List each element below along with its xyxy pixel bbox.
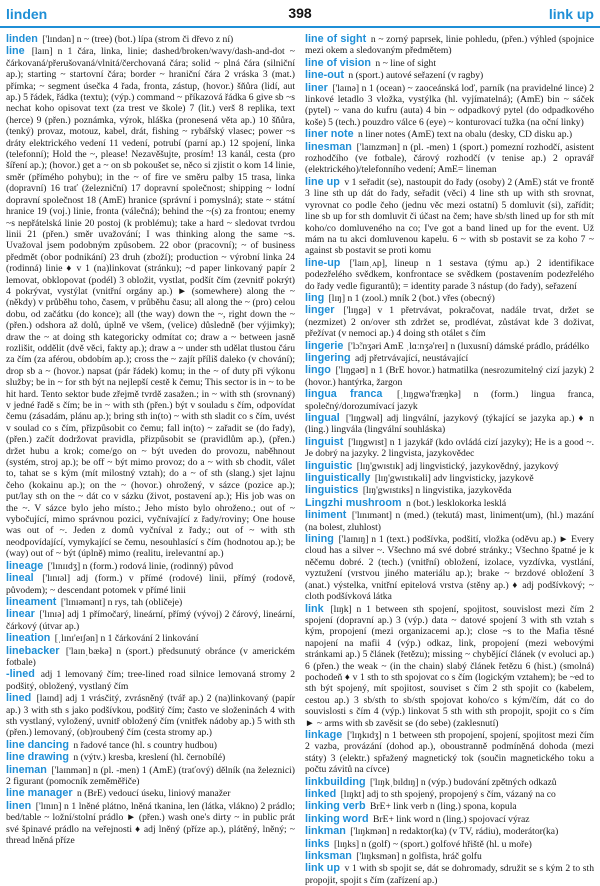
entry-definition: [laɪn] n 1 čára, linka, linie; dashed/broken/wavy/dash-and-dot ~ čárkovaná/přerušovaná/vlnitá/čerchovaná čára; solid ~ plná čára (silniční ap.); starting ~ startovní čára; border ~ hraniční čára 2 vráska 3 (mat.) přímka; ~ segment úsečka 4 řada, fronta, zástup, (hovor.) šňůra (lidí, aut ap.) 5 řádek, řádka (textu); (výp.) command ~ příkazová řádka 6 give sb ~s nechat koho opisovat text (za trest ve škole) 7 (lit.) verš 8 replika, text (herce) 9 (přen.) poznámka, výrok, hláška (pronesená věta ap.) 10 šňůra, (tenký) provaz, motouz, kabel, drát, fishing ~ rybářský vlasec; power ~s dráty elektrického vedení 11 vedení, potrubí (parní ap.) 12 spojení, linka (telefonní); Hold the ~, please! Nezavěšujte, prosím! 13 kanál, cesta (pro šíření ap.); (hovor.) get a ~ on sb pokoušet se, něco si zjistit o kom 14 linie, směr (přímého pohybu); in the ~ of fire ve směru palby 15 trasa, linka (dopravní) 16 trať (železniční) 17 dopravní společnost; shipping ~ lodní dopravní společnost 18 (AmE) hranice (správní i pomyslná); state ~ státní hranice 19 (voj.) linie, fronta (válečná); behind the ~(s) za frontou; enemy ~s nepřátelská linie 20 postoj (k problému); take a hard ~ sledovat tvrdou linii 21 (přen.) směr uvažování; I was thinking along the same ~s. Uvažoval jsem podobným způsobem. 22 obor (pracovní); ~ of business předmět (obor podnikání) 23 druh (zboží); production ~ výrobní linka 24 (rodinná) linie ♦ v 1 (na)linkovat (stránku); ~d paper linkovaný papír 2 lemovat, obklopovat (podél) 3 obložit, vystlat, podšít čím (zevnitř pokrýt) 4 pokrývat, vystýlat (vnitřní orgány ap.) ► (somewhere) along the ~ (někdy) v průběhu toho, časem, v průběhu času; all along the ~ (pro) celou dobu, od začátku (do konce); all (the way) down the ~, right down the ~ (přen.) odshora až dolů, úplně ve všem, (velice) důsledně (ber výjimky); draw the ~ at doing sth kategoricky odmítat co; draw a ~ between jasně rozlišit, oddělit (dvě věci, fakty ap.); draw a ~ under sth udělat tlustou čáru za čím (za aférou, obdobím ap.); cross the ~ zajít příliš daleko (v chování); drop sb a ~ (hovor.) napsat (pár řádek) komu; in the ~ of duty při výkonu služby; be in ~ for sth být na nejlepší cestě k čemu; This sector is in ~ to be hit hard. Tento sektor bude zřejmě tvrdě zasažen.; in ~ with sth (srovnaný) v jedné řadě s čím; be in ~ with sth (přen.) být v souladu s čím, odpovídat čemu (zásadám, plánu ap.); bring sth in(to) ~ with sth sladit co s čím, uvést v soulad co s čím, přizpůsobit co čemu; fall in(to) ~ zařadit se (do řady), (přen.) začít dodržovat pravidla, přizpůsobit se (pravidlům ap.), (přen.) držet hubu a krok; come/go on ~ být uveden do provozu, naběhnout (systém, stroj ap.); be off ~ být mimo provoz; do a ~ with sb chodit, válet to, tahat se s kým (mít milostný vztah); do a ~ of sth (slang.) sjet lajnu čeho (kokainu ap.); on the ~ (hovor.) ohrožený, v sázce (pozice ap.); put/lay sth on the ~ dát co v sázku (život, postavení ap.); His job was on the ~. V sázce bylo jeho místo.; Jeho místo bylo ohroženo.; out of ~ vybočující, mimo správnou pozici, vyčnívající z řady/roviny; One house was out of ~. Jeden z domů vyčníval z řady.; out of ~ with sth neodpovídající, vymykající se čemu, nesouhlasící s čím (hodnotou ap.); be (way) out of ~ být (úplně) mimo (realitu, irelevantní ap.) bbox=[6, 46, 295, 560]
entry-headword: linkman bbox=[305, 825, 346, 838]
entry-definition: [laɪnd] adj 1 vrásčitý, zvrásněný (tvář ap.) 2 (na)linkovaný (papír ap.) 3 with sth s jako podšívkou, podšitý čím; často ve složeninách 4 with sth vystlaný, vyložený, uvnitř obložený čím (vnitřek nádoby ap.) 5 with sth (přen.) lemovaný, (ob)roubený čím (cesta stromy ap.) bbox=[6, 693, 295, 739]
entry-definition: adj 1 lemovaný čím; tree-lined road silnice lemovaná stromy 2 podšitý, obložený, vystlaný čím bbox=[6, 669, 295, 692]
dictionary-entry bbox=[305, 534, 594, 602]
dictionary-entry bbox=[305, 826, 594, 837]
dictionary-entry bbox=[6, 740, 295, 751]
entry-columns bbox=[6, 33, 595, 886]
entry-definition: [lɪŋ'gwɪstɪk] adj lingvistický, jazykovědný, jazykový bbox=[356, 460, 559, 472]
entry-headword: line dancing bbox=[6, 738, 69, 751]
entry-headword: liner bbox=[305, 81, 328, 94]
entry-headword: lineman bbox=[6, 763, 47, 776]
entry-definition: ['lɪŋkɪdʒ] n 1 between sth propojení, spojení, spojitost mezi čím 2 vazba, provázání (dohod ap.), oboustranně podmíněná dohoda (mezi státy) 3 (elektr.) spřažený magnetický tok (součin magnetického toku a počtu závitů na cívce) bbox=[305, 729, 594, 776]
dictionary-entry bbox=[6, 765, 295, 788]
guide-word-right: link up bbox=[548, 6, 594, 22]
dictionary-entry bbox=[305, 863, 594, 886]
entry-definition: ['laɪnə] n 1 (ocean) ~ zaoceánská loď, parník (na pravidelné lince) 2 linkové letadlo 3 vložka, vystýlka (hl. vyjímatelná); (AmE) bin ~ sáček (pytel) ~ vana do kufru (auta) 4 bin ~ odpadkový pytel (do odpadkového koše) 5 (tech.) pouzdro válce 6 (eye) ~ konturovací tužka (na oční linky) bbox=[305, 82, 594, 128]
entry-definition: [ˌlɪŋgwə'fræŋkə] n (form.) lingua franca, společný/dorozumívací jazyk bbox=[305, 389, 594, 412]
entry-definition: ['laɪnˌbækə] n (sport.) předsunutý obránce (v americkém fotbale) bbox=[6, 645, 295, 668]
entry-definition: [lɪŋk] n 1 between sth spojení, spojitost, souvislost mezi čím 2 spojení (dopravní ap.) 3 (výp.) data ~ datové spojení 3 with sth vztah s kým, propojení (mezi organizacemi ap.); close ~s to the Mafia těsné napojení na mafii 4 (výp.) odkaz, link, propojení (mezi webovými stránkami ap.) 5 článek (řetězu); missing ~ chybějící článek (v evoluci ap.) 6 (přen.) the weak ~ (in the chain) slabý článek řetězu 6 (hist.) (smolná) pochodeň ♦ v 1 sth to sth spojovat co s čím (logickým vztahem); be ~ed to sth být spojený, mít spojitost, souviset s čím 2 sth spojit co (kabelem, cestou ap.) 3 sb/sth to sb/sth spojovat koho/co s kým/čím, dát co do souvislosti s čím 4 (výp.) linkovat 5 sth with sth propojit, spojit co s čím ► ~ arms with sb zavěsit se (do sebe) (zaklesnutí) bbox=[305, 603, 594, 729]
entry-headword: liner note bbox=[305, 128, 354, 141]
dictionary-entry bbox=[305, 814, 594, 825]
entry-headword: linden bbox=[6, 33, 38, 45]
dictionary-entry bbox=[305, 437, 594, 460]
entry-headword: line-out bbox=[305, 69, 344, 82]
entry-definition: n (BrE) vedoucí úseku, liniový manažer bbox=[77, 788, 231, 800]
entry-headword: lined bbox=[6, 692, 32, 705]
entry-definition: n ~ zorný paprsek, linie pohledu, (přen.) výhled (spojnice mezi okem a sledovaným předmětem) bbox=[305, 34, 594, 57]
entry-definition: n (sport.) autové seřazení (v ragby) bbox=[348, 70, 484, 82]
entry-headword: lingual bbox=[305, 412, 340, 424]
dictionary-entry bbox=[6, 693, 295, 739]
entry-headword: linen bbox=[6, 799, 32, 812]
entry-definition: ['lɪndən] n ~ (tree) (bot.) lípa (strom či dřevo z ní) bbox=[42, 34, 234, 45]
entry-headword: line-up bbox=[305, 256, 341, 269]
entry-definition: ['laɪnɪŋ] n 1 (text.) podšívka, podšití, vložka (oděvu ap.) ► Every cloud has a silver ~. Všechno má své dobré stránky.; Všechno špatné je k něčemu dobré. 2 (tech.) (vnitřní) obložení, izolace, vyzdívka, vystlání, vyztužení (vrstvou jiného materiálu ap.); brake ~ brzdové obložení 3 (anat.) výstelka, vnitřní epitelová vrstva (stěny ap.) ♦ adj podšívkový; ~ cloth podšívková látka bbox=[305, 534, 594, 603]
entry-headword: link up bbox=[305, 862, 340, 875]
entry-headword: liniment bbox=[305, 509, 347, 522]
dictionary-entry bbox=[305, 851, 594, 862]
entry-headword: lineament bbox=[6, 595, 57, 608]
entry-definition: BrE+ link word n (ling.) spojovací výraz bbox=[373, 813, 530, 825]
entry-definition: ['lɪŋgwəl] adj lingvální, jazykový (týkající se jazyka ap.) ♦ n (ling.) lingvála (lingvální souhláska) bbox=[305, 413, 594, 436]
entry-definition: ['lɪnɪəmənt] n rys, tah (obličeje) bbox=[60, 596, 183, 608]
entry-headword: ling bbox=[305, 291, 325, 304]
entry-headword: lingo bbox=[305, 364, 331, 377]
dictionary-entry bbox=[305, 498, 594, 509]
entry-headword: Lingzhi mushroom bbox=[305, 496, 402, 509]
entry-headword: linked bbox=[305, 788, 337, 800]
dictionary-entry bbox=[6, 609, 295, 632]
entry-definition: [lɪŋkt] adj to sth spojený, propojený s čím, vázaný na co bbox=[340, 789, 556, 800]
dictionary-entry bbox=[6, 561, 295, 572]
dictionary-entry bbox=[6, 46, 295, 559]
dictionary-entry bbox=[6, 597, 295, 608]
dictionary-entry bbox=[6, 788, 295, 799]
entry-definition: adj přetrvávající, neustávající bbox=[355, 352, 469, 364]
dictionary-entry bbox=[305, 604, 594, 729]
page-number: 398 bbox=[288, 5, 312, 21]
entry-headword: linebacker bbox=[6, 644, 60, 657]
dictionary-entry bbox=[305, 413, 594, 436]
entry-definition: [lɪŋ'gwɪstɪkəli] adv lingvisticky, jazykově bbox=[374, 473, 534, 485]
entry-definition: ['lɪŋgə] v 1 přetrvávat, pokračovat, nadále trvat, držet se (nezmizet) 2 on/over sth zdržet se, prodlévat, zůstávat kde 3 doživat, přežívat (v nemoci ap.) 4 doing sth otálet s čím bbox=[305, 305, 594, 340]
dictionary-entry bbox=[305, 730, 594, 776]
entry-headword: lingering bbox=[305, 351, 351, 364]
entry-headword: linkage bbox=[305, 728, 343, 741]
dictionary-entry bbox=[6, 669, 295, 692]
entry-definition: ['lɪnɪɪdʒ] n (form.) rodová linie, (rodinný) původ bbox=[47, 560, 234, 572]
entry-headword: line manager bbox=[6, 787, 73, 800]
dictionary-entry bbox=[305, 83, 594, 129]
entry-headword: line drawing bbox=[6, 751, 69, 764]
entry-definition: v 1 seřadit (se), nastoupit do řady (osoby) 2 (AmE) stát ve frontě 3 line sth up dát do řady, seřadit (věci) 4 line sth up with sth srovnat, vyrovnat co podle čeho (jednu věc mezi ostatní) 5 domluvit (si), zařídit; line sb up for sth domluvit či účast na čem; have sb/sth lined up for sth mít koho/co domluveného na co; I've got a band lined up for the event. Už mám na tu akci domluvenou kapelu. 6 ~ with sb postavit se za koho 7 ~ against sb postavit se proti komu bbox=[305, 176, 595, 257]
left-column bbox=[6, 34, 295, 848]
entry-definition: n řadové tance (hl. s country hudbou) bbox=[73, 739, 218, 751]
dictionary-entry bbox=[305, 142, 594, 176]
dictionary-entry bbox=[6, 646, 295, 669]
entry-definition: n ~ line of sight bbox=[375, 57, 437, 69]
entry-headword: lingua franca bbox=[305, 388, 383, 401]
entry-definition: n (výtv.) kresba, kreslení (hl. černobílé) bbox=[73, 752, 226, 764]
dictionary-entry bbox=[6, 34, 295, 45]
entry-definition: ['laɪnmən] n (pl. -men) 1 (AmE) (traťový) dělník (na železnici) 2 figurant (pomocník zeměměřiče) bbox=[6, 764, 296, 787]
guide-word-left: linden bbox=[6, 6, 48, 22]
entry-definition: ['lɪŋgəʊ] n 1 (BrE hovor.) hatmatilka (nesrozumitelný cizí jazyk) 2 (hovor.) hantýrka, žargon bbox=[305, 365, 594, 388]
entry-headword: linguistically bbox=[305, 472, 371, 485]
entry-headword: linking word bbox=[305, 812, 369, 825]
entry-definition: ['lɪŋksmən] n golfista, hráč golfu bbox=[356, 851, 482, 863]
entry-definition: [lɪŋ'gwɪstɪks] n lingvistika, jazykověda bbox=[362, 485, 512, 497]
entry-headword: lineal bbox=[6, 572, 34, 585]
entry-headword: line bbox=[6, 45, 25, 58]
dictionary-entry bbox=[305, 777, 594, 788]
entry-headword: link bbox=[305, 602, 324, 615]
entry-headword: lingerie bbox=[305, 339, 344, 352]
dictionary-entry bbox=[305, 258, 594, 292]
dictionary-entry bbox=[305, 34, 594, 57]
entry-headword: linkbuilding bbox=[305, 775, 366, 788]
entry-headword: linksman bbox=[305, 850, 352, 863]
dictionary-entry bbox=[305, 485, 594, 496]
dictionary-entry bbox=[305, 461, 594, 472]
entry-definition: ['laɪnzmən] n (pl. -men) 1 (sport.) pomezní rozhodčí, asistent rozhodčího (ve fotbale), čárový rozhodčí (v tenise ap.) 2 opravář (elektrického)/telefonního vedení; AmE= lineman bbox=[305, 141, 594, 176]
entry-definition: ['lɪŋkmən] n redaktor(ka) (v TV, rádiu), moderátor(ka) bbox=[350, 826, 559, 838]
entry-definition: v 1 with sb spojit se, dát se dohromady, sdružit se s kým 2 to sth propojit, spojit s čím (zařízení ap.) bbox=[305, 863, 595, 886]
entry-headword: lining bbox=[305, 533, 334, 546]
entry-headword: lineage bbox=[6, 559, 44, 572]
dictionary-entry bbox=[305, 510, 594, 533]
dictionary-entry bbox=[6, 573, 295, 596]
entry-headword: line of sight bbox=[305, 33, 367, 45]
entry-headword: linear bbox=[6, 608, 35, 621]
entry-definition: ['lɪnɪn] n 1 lněné plátno, lněná tkanina, len (látka, vlákno) 2 prádlo; bed/table ~ ložní/stolní prádlo ► (přen.) wash one's dirty ~ in public prát své špinavé prádlo na veřejnosti ♦ adj lněný (příze ap.), plátěný, lněný; ~ thread lněná příze bbox=[6, 800, 295, 847]
dictionary-entry bbox=[305, 70, 594, 81]
dictionary-entry bbox=[305, 389, 594, 412]
entry-definition: ['lɪnɪmənt] n (med.) (tekutá) mast, liniment(um), (hl.) mazání (na bolest, zluhlost) bbox=[305, 510, 594, 533]
dictionary-entry bbox=[305, 353, 594, 364]
entry-definition: [lɪŋ] n 1 (zool.) mník 2 (bot.) vřes (obecný) bbox=[328, 292, 495, 304]
entry-headword: links bbox=[305, 837, 330, 850]
dictionary-entry bbox=[305, 839, 594, 850]
dictionary-entry bbox=[305, 801, 594, 812]
dictionary-entry bbox=[305, 473, 594, 484]
dictionary-entry bbox=[305, 789, 594, 800]
entry-definition: ['laɪnˌʌp], lineup n 1 sestava (týmu ap.) 2 identifikace podezřelého svědkem, konfrontace se svědkem (postavením podezřelého do řady vedle figurantů); = identity parade 3 nástup (do řady), seřazení bbox=[305, 257, 594, 292]
entry-definition: ['lɪnɪəl] adj (form.) v přímé (rodové) linii, přímý (rodově, původem); ~ descendant potomek v přímé linii bbox=[6, 573, 295, 596]
entry-definition: ['lɔ̃ːnʒəri AmE ˌlɑːnʒə'reɪ] n (luxusní) dámské prádlo, prádélko bbox=[347, 340, 590, 352]
dictionary-entry bbox=[305, 293, 594, 304]
entry-headword: linesman bbox=[305, 140, 352, 153]
entry-definition: n (bot.) lesklokorka lesklá bbox=[405, 497, 507, 509]
entry-headword: lineation bbox=[6, 632, 51, 645]
entry-headword: linguist bbox=[305, 435, 344, 448]
entry-headword: linguistic bbox=[305, 459, 353, 472]
entry-definition: ['lɪnɪə] adj 1 přímočarý, lineární, přímý (vývoj) 2 čárový, lineární, čárkový (útvar ap.) bbox=[6, 609, 295, 632]
dictionary-entry bbox=[305, 305, 594, 339]
entry-definition: ['lɪŋkˌbɪldɪŋ] n (výp.) budování zpětných odkazů bbox=[369, 776, 557, 788]
dictionary-entry bbox=[6, 752, 295, 763]
dictionary-entry bbox=[305, 365, 594, 388]
entry-definition: ['lɪŋgwɪst] n 1 jazykář (kdo ovládá cizí jazyky); He is a good ~. Je dobrý na jazyky. 2 lingvista, jazykovědec bbox=[305, 436, 594, 460]
page-header bbox=[0, 0, 600, 28]
entry-definition: [lɪŋks] n (golf) ~ (sport.) golfové hřiště (hl. u moře) bbox=[334, 838, 532, 850]
dictionary-entry bbox=[305, 58, 594, 69]
dictionary-entry bbox=[305, 341, 594, 352]
entry-headword: linger bbox=[305, 304, 335, 317]
dictionary-entry bbox=[6, 633, 295, 644]
entry-definition: [ˌlɪnɪ'eɪʃən] n 1 čárkování 2 linkování bbox=[54, 633, 199, 645]
entry-headword: -lined bbox=[6, 668, 35, 681]
dictionary-entry bbox=[305, 129, 594, 140]
entry-headword: line up bbox=[305, 175, 340, 188]
right-column bbox=[305, 33, 595, 886]
entry-definition: n liner notes (AmE) text na obalu (desky, CD disku ap.) bbox=[358, 129, 573, 141]
entry-headword: linking verb bbox=[305, 800, 366, 813]
entry-headword: linguistics bbox=[305, 484, 359, 497]
entry-definition: BrE+ link verb n (ling.) spona, kopula bbox=[370, 801, 517, 813]
dictionary-entry bbox=[6, 801, 295, 847]
entry-headword: line of vision bbox=[305, 56, 371, 69]
dictionary-entry bbox=[305, 177, 594, 257]
